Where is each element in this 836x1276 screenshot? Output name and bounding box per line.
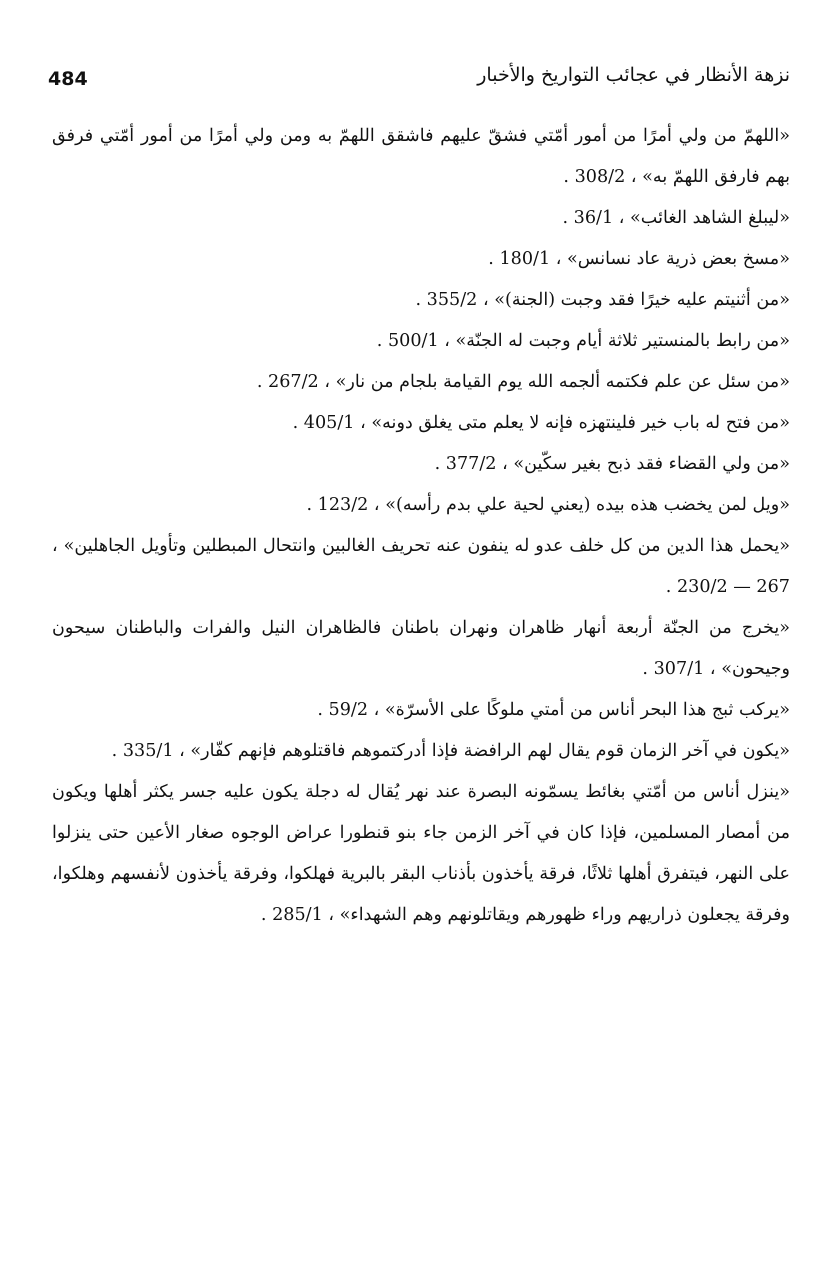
- entry-text: «من أثنيتم عليه خيرًا فقد وجبت (الجنة)»: [494, 290, 790, 310]
- entry-reference: 355/2: [426, 290, 478, 310]
- entry-reference: 230/2 — 267: [676, 577, 790, 597]
- entry-separator: ،: [328, 905, 335, 925]
- entry-separator: ،: [555, 249, 562, 269]
- index-entry: [52, 321, 790, 362]
- entry-text: «يحمل هذا الدين من كل خلف عدو له ينفون عنه تحريف الغالبين وانتحال المبطلين وتأويل الجاهلين»: [63, 536, 790, 556]
- entry-separator: ،: [360, 413, 366, 433]
- entry-text: «من سئل عن علم فكتمه ألجمه الله يوم القيامة بلجام من نار»: [335, 372, 790, 392]
- entry-separator: ،: [709, 659, 716, 679]
- entry-reference: 267/2: [268, 372, 319, 392]
- index-entry: [52, 280, 790, 321]
- entry-end: .: [306, 495, 313, 515]
- entry-text: «ويل لمن يخضب هذه بيده (يعني لحية علي بدم رأسه)»: [385, 495, 790, 515]
- entry-separator: ،: [373, 700, 380, 720]
- index-entry: [52, 444, 790, 485]
- entry-end: .: [434, 454, 441, 474]
- entry-separator: ،: [502, 454, 508, 474]
- entry-reference: 307/1: [653, 659, 705, 679]
- entry-separator: ،: [52, 536, 58, 556]
- index-entry: [52, 608, 790, 690]
- entry-text: «يكون في آخر الزمان قوم يقال لهم الرافضة فإذا أدركتموهم فاقتلوهم فإنهم كفّار»: [190, 741, 790, 761]
- entry-end: .: [317, 700, 323, 720]
- entry-separator: ،: [482, 290, 489, 310]
- entry-text: «مسخ بعض ذرية عاد نسانس»: [567, 249, 790, 269]
- entry-reference: 377/2: [445, 454, 497, 474]
- entry-text: «اللهمّ من ولي أمرًا من أمور أمّتي فشقّ عليهم فاشقق اللهمّ به ومن ولي أمرًا من أمور أمّتي فرفق بهم فارفق اللهمّ به»: [52, 126, 790, 187]
- entry-reference: 59/2: [328, 700, 369, 720]
- index-entry: [52, 485, 790, 526]
- entry-end: .: [563, 167, 569, 187]
- entry-end: .: [488, 249, 494, 269]
- entry-reference: 285/1: [272, 905, 323, 925]
- hadith-index: [52, 116, 790, 936]
- entry-text: «من رابط بالمنستير ثلاثة أيام وجبت له الجنّة»: [455, 331, 790, 351]
- entry-end: .: [415, 290, 422, 310]
- entry-separator: ،: [373, 495, 380, 515]
- entry-text: «ليبلغ الشاهد الغائب»: [630, 208, 790, 228]
- entry-end: .: [562, 208, 569, 228]
- entry-end: .: [260, 905, 267, 925]
- index-entry: [52, 198, 790, 239]
- entry-end: .: [292, 413, 299, 433]
- page-header: [48, 62, 790, 96]
- entry-separator: ،: [179, 741, 185, 761]
- entry-end: .: [256, 372, 263, 392]
- index-entry: [52, 239, 790, 280]
- entry-reference: 335/1: [122, 741, 174, 761]
- index-entry: [52, 772, 790, 936]
- entry-text: «ينزل أناس من أمّتي بغائط يسمّونه البصرة عند نهر يُقال له دجلة يكون عليه جسر يكثر أهلها ويكون من أمصار المسلمين، فإذا كان في آخر الزمن جاء بنو قنطورا عراض الوجوه صغار الأعين حتى ينزلوا على النهر، فيتفرق أهلها ثلاثًا، فرقة يأخذون بأذناب البقر بالبرية فهلكوا، وفرقة يأخذون لأنفسهم وهلكوا، وفرقة يجعلون ذراريهم وراء ظهورهم ويقاتلونهم وهم الشهداء»: [52, 782, 790, 925]
- entry-reference: 180/1: [499, 249, 551, 269]
- index-entry: [52, 690, 790, 731]
- entry-separator: ،: [444, 331, 450, 351]
- entry-end: .: [111, 741, 118, 761]
- page-number: 484: [48, 68, 88, 90]
- entry-end: .: [642, 659, 649, 679]
- entry-text: «من ولي القضاء فقد ذبح بغير سكّين»: [513, 454, 790, 474]
- index-entry: [52, 116, 790, 198]
- entry-text: «من فتح له باب خير فلينتهزه فإنه لا يعلم متى يغلق دونه»: [371, 413, 790, 433]
- index-entry: [52, 526, 790, 608]
- index-entry: [52, 403, 790, 444]
- entry-reference: 500/1: [387, 331, 439, 351]
- entry-separator: ،: [630, 167, 637, 187]
- index-entry: [52, 731, 790, 772]
- index-entry: [52, 362, 790, 403]
- entry-separator: ،: [324, 372, 331, 392]
- entry-reference: 36/1: [573, 208, 614, 228]
- entry-text: «يركب ثبج هذا البحر أناس من أمتي ملوكًا على الأسرّة»: [384, 700, 790, 720]
- running-title: نزهة الأنظار في عجائب التواريخ والأخبار: [477, 64, 790, 86]
- entry-reference: 405/1: [303, 413, 355, 433]
- entry-separator: ،: [618, 208, 625, 228]
- entry-end: .: [665, 577, 672, 597]
- entry-reference: 123/2: [317, 495, 369, 515]
- entry-end: .: [376, 331, 383, 351]
- entry-reference: 308/2: [574, 167, 626, 187]
- entry-text: «يخرج من الجنّة أربعة أنهار ظاهران ونهران باطنان فالظاهران النيل والفرات والباطنان سيحون وجيحون»: [52, 618, 790, 679]
